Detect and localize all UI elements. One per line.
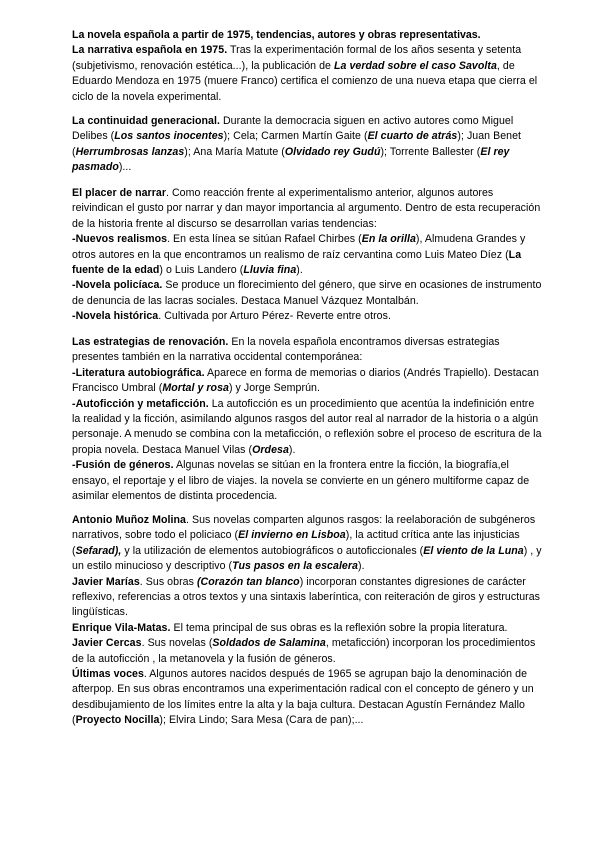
work-title: Soldados de Salamina: [212, 637, 326, 650]
strategies-paragraph: Las estrategias de renovación. En la novela española encontramos diversas estrategias presentes también en la narrativa occidental contemporánea:: [72, 336, 500, 364]
authors-section: [72, 513, 542, 729]
realism-item: -Nuevos realismos. En esta línea se sitúan Rafael Chirbes (En la orilla), Almudena Grandes y otros autores en la que encontramos un realismo de raíz cervantina como Luis Mateo Díez (La fuente de la edad) o Luis Landero (Lluvia fina).: [72, 233, 526, 277]
item-label: -Autoficción y metaficción.: [72, 397, 209, 410]
work-title: Mortal y rosa: [162, 382, 229, 395]
section-label: Últimas voces: [72, 668, 144, 681]
work-title: El rey pasmado: [72, 145, 510, 174]
work-title: Lluvia fina: [243, 264, 297, 277]
vila-matas-paragraph: Enrique Vila-Matas. El tema principal de sus obras es la reflexión sobre la propia literatura.: [72, 621, 508, 634]
work-title: Los santos inocentes: [114, 130, 224, 143]
last-voices-paragraph: Últimas voces. Algunos autores nacidos después de 1965 se agrupan bajo la denominación de afterpop. En sus obras encontramos una experimentación radical con el concepto de género y un desdibujamiento de los límites entre la alta y la baja cultura. Destacan Agustín Fernández Mallo (Proyecto Nocilla); Elvira Lindo; Sara Mesa (Cara de pan);...: [72, 668, 534, 727]
narrate-paragraph: El placer de narrar. Como reacción frente al experimentalismo anterior, algunos autores reivindican el gusto por narrar y dan mayor importancia al argumento. Dentro de esta recuperación de la historia frente al discurso se desarrollan varias tendencias:: [72, 187, 541, 230]
work-title: Proyecto Nocilla: [75, 714, 160, 727]
document-title: La novela española a partir de 1975, tendencias, autores y obras representativas.: [72, 29, 481, 41]
strategies-section: [72, 335, 542, 504]
cercas-paragraph: Javier Cercas. Sus novelas (Soldados de Salamina, metaficción) incorporan los procedimientos de la autoficción , la metanovela y la fusión de géneros.: [72, 637, 536, 665]
section-label: Las estrategias de renovación.: [72, 336, 229, 348]
work-title: Olvidado rey Gudú: [284, 145, 381, 158]
item-label: -Fusión de géneros.: [72, 459, 174, 472]
historic-item: -Novela histórica. Cultivada por Arturo Pérez- Reverte entre otros.: [72, 310, 391, 323]
work-title: Sefarad),: [75, 544, 122, 557]
work-title: Ordesa: [252, 443, 289, 456]
work-title: El invierno en Lisboa: [238, 529, 346, 542]
autobio-item: -Literatura autobiográfica. Aparece en forma de memorias o diarios (Andrés Trapiello). Destacan Francisco Umbral (Mortal y rosa) y Jorge Semprún.: [72, 366, 539, 395]
molina-paragraph: Antonio Muñoz Molina. Sus novelas comparten algunos rasgos: la reelaboración de subgéneros narrativos, sobre todo el policiaco (El invierno en Lisboa), la actitud crítica ante las injusticias (Sefarad), y la utilización de elementos autobiográficos o autoficcionales (El viento de la Luna) , y un estilo minucioso y descriptivo (Tus pasos en la escalera).: [72, 514, 542, 573]
continuity-section: [72, 114, 542, 176]
police-item: -Novela policíaca. Se produce un florecimiento del género, que sirve en ocasiones de instrumento de denuncia de las lacras sociales. Destaca Manuel Vázquez Montalbán.: [72, 279, 542, 307]
intro-section: [72, 28, 542, 105]
intro-paragraph: La narrativa española en 1975. Tras la experimentación formal de los años sesenta y setenta (subjetivismo, renovación estética...), la publicación de La verdad sobre el caso Savolta, de Eduardo Mendoza en 1975 (muere Franco) certifica el comienzo de una nueva etapa que cierra el ciclo de la novela experimental.: [72, 44, 538, 103]
work-title: Herrumbrosas lanzas: [75, 145, 185, 158]
autofiction-item: -Autoficción y metaficción. La autoficción es un procedimiento que acentúa la indefinición entre la realidad y la ficción, asimilando algunos rasgos del autor real al narrador de la historia o a algún personaje. A menudo se combina con la metaficción, o reflexión sobre el proceso de escritura de la propia novela. Destaca Manuel Vilas (Ordesa).: [72, 397, 542, 456]
work-title: La fuente de la edad: [72, 248, 522, 277]
author-name: Enrique Vila-Matas.: [72, 621, 171, 634]
work-title: Tus pasos en la escalera: [232, 560, 358, 573]
section-label: La narrativa española en 1975.: [72, 44, 228, 57]
item-label: -Literatura autobiográfica.: [72, 366, 205, 379]
work-title: El cuarto de atrás: [367, 130, 458, 143]
item-label: -Nuevos realismos: [72, 233, 168, 246]
continuity-paragraph: La continuidad generacional. Durante la democracia siguen en activo autores como Miguel Delibes (Los santos inocentes); Cela; Carmen Martín Gaite (El cuarto de atrás); Juan Benet (Herrumbrosas lanzas); Ana María Matute (Olvidado rey Gudú); Torrente Ballester (El rey pasmado)...: [72, 115, 522, 174]
section-label: La continuidad generacional.: [72, 115, 220, 127]
narrate-section: [72, 186, 542, 325]
item-label: -Novela policíaca.: [72, 279, 163, 292]
author-name: Javier Cercas: [72, 637, 142, 650]
author-name: Antonio Muñoz Molina: [72, 514, 186, 526]
work-title: La verdad sobre el caso Savolta: [334, 59, 497, 72]
work-title: El viento de la Luna: [423, 544, 524, 557]
author-name: Javier Marías: [72, 575, 140, 588]
marias-paragraph: Javier Marías. Sus obras (Corazón tan blanco) incorporan constantes digresiones de carácter reflexivo, referencias a otros textos y una sintaxis laberíntica, con reiteración de giros y estructuras lingüísticas.: [72, 575, 541, 619]
work-title: En la orilla: [361, 233, 416, 246]
work-title: (Corazón tan blanco: [196, 575, 300, 588]
item-label: -Novela histórica: [72, 310, 159, 323]
section-label: El placer de narrar: [72, 187, 166, 199]
fusion-item: -Fusión de géneros. Algunas novelas se sitúan en la frontera entre la ficción, la biografía,el ensayo, el reportaje y el libro de viajes. la novela se convierte en un género multiforme capaz de asimilar elementos de distinta procedencia.: [72, 459, 530, 503]
